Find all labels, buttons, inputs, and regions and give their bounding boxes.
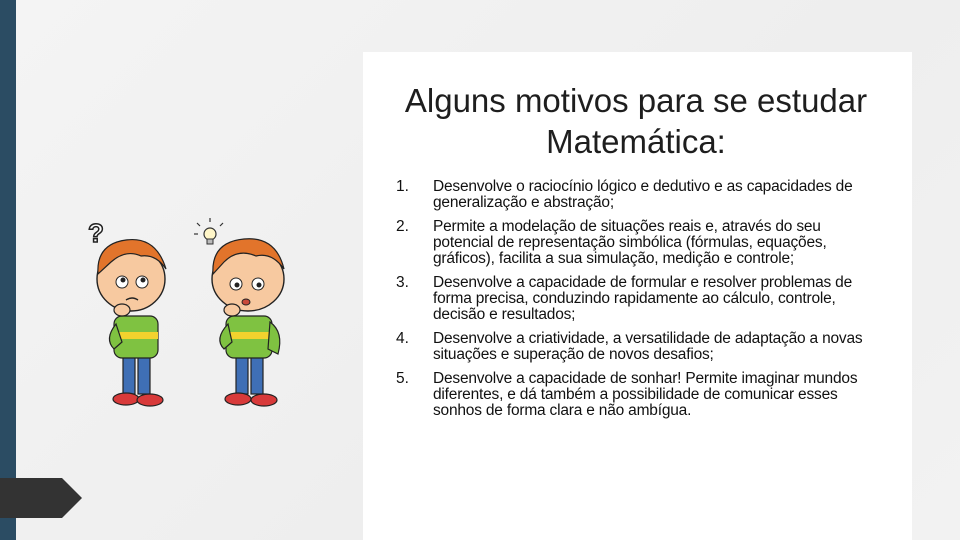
item-number: 2. [396,218,409,235]
reasons-list [396,179,876,427]
arrow-tab-icon [0,478,82,518]
lightbulb-icon [194,218,223,244]
item-number: 4. [396,330,409,347]
list-item [396,179,876,211]
item-text: Desenvolve a capacidade de formular e resolver problemas de forma precisa, conduzindo rapidamente ao cálculo, controle, decisão e resultados; [433,274,852,323]
slide-title [376,80,896,162]
item-text: Permite a modelação de situações reais e, através do seu potencial de representação simbólica (fórmulas, equações, gráficos), facilita a sua simulação, medição e controle; [433,218,827,267]
item-number: 1. [396,178,409,195]
item-text: Desenvolve a criatividade, a versatilidade de adaptação a novas situações e superação de novos desafios; [433,330,863,363]
title-line-1: Alguns motivos para se estudar [404,82,868,119]
kid-idea [212,239,284,406]
question-mark-icon: ? [88,218,104,248]
item-text: Desenvolve a capacidade de sonhar! Permite imaginar mundos diferentes, e dá também a possibilidade de comunicar esses sonhos de forma clara e não ambígua. [433,370,858,419]
kid-confused [97,240,166,406]
list-item [396,275,876,323]
list-item [396,219,876,267]
accent-bar [0,0,16,540]
item-number: 3. [396,274,409,291]
list-item [396,331,876,363]
title-line-2: Matemática: [546,123,726,160]
item-number: 5. [396,370,409,387]
thinking-kids-illustration [86,214,302,414]
list-item [396,371,876,419]
item-text: Desenvolve o raciocínio lógico e dedutivo e as capacidades de generalização e abstração; [433,178,853,211]
